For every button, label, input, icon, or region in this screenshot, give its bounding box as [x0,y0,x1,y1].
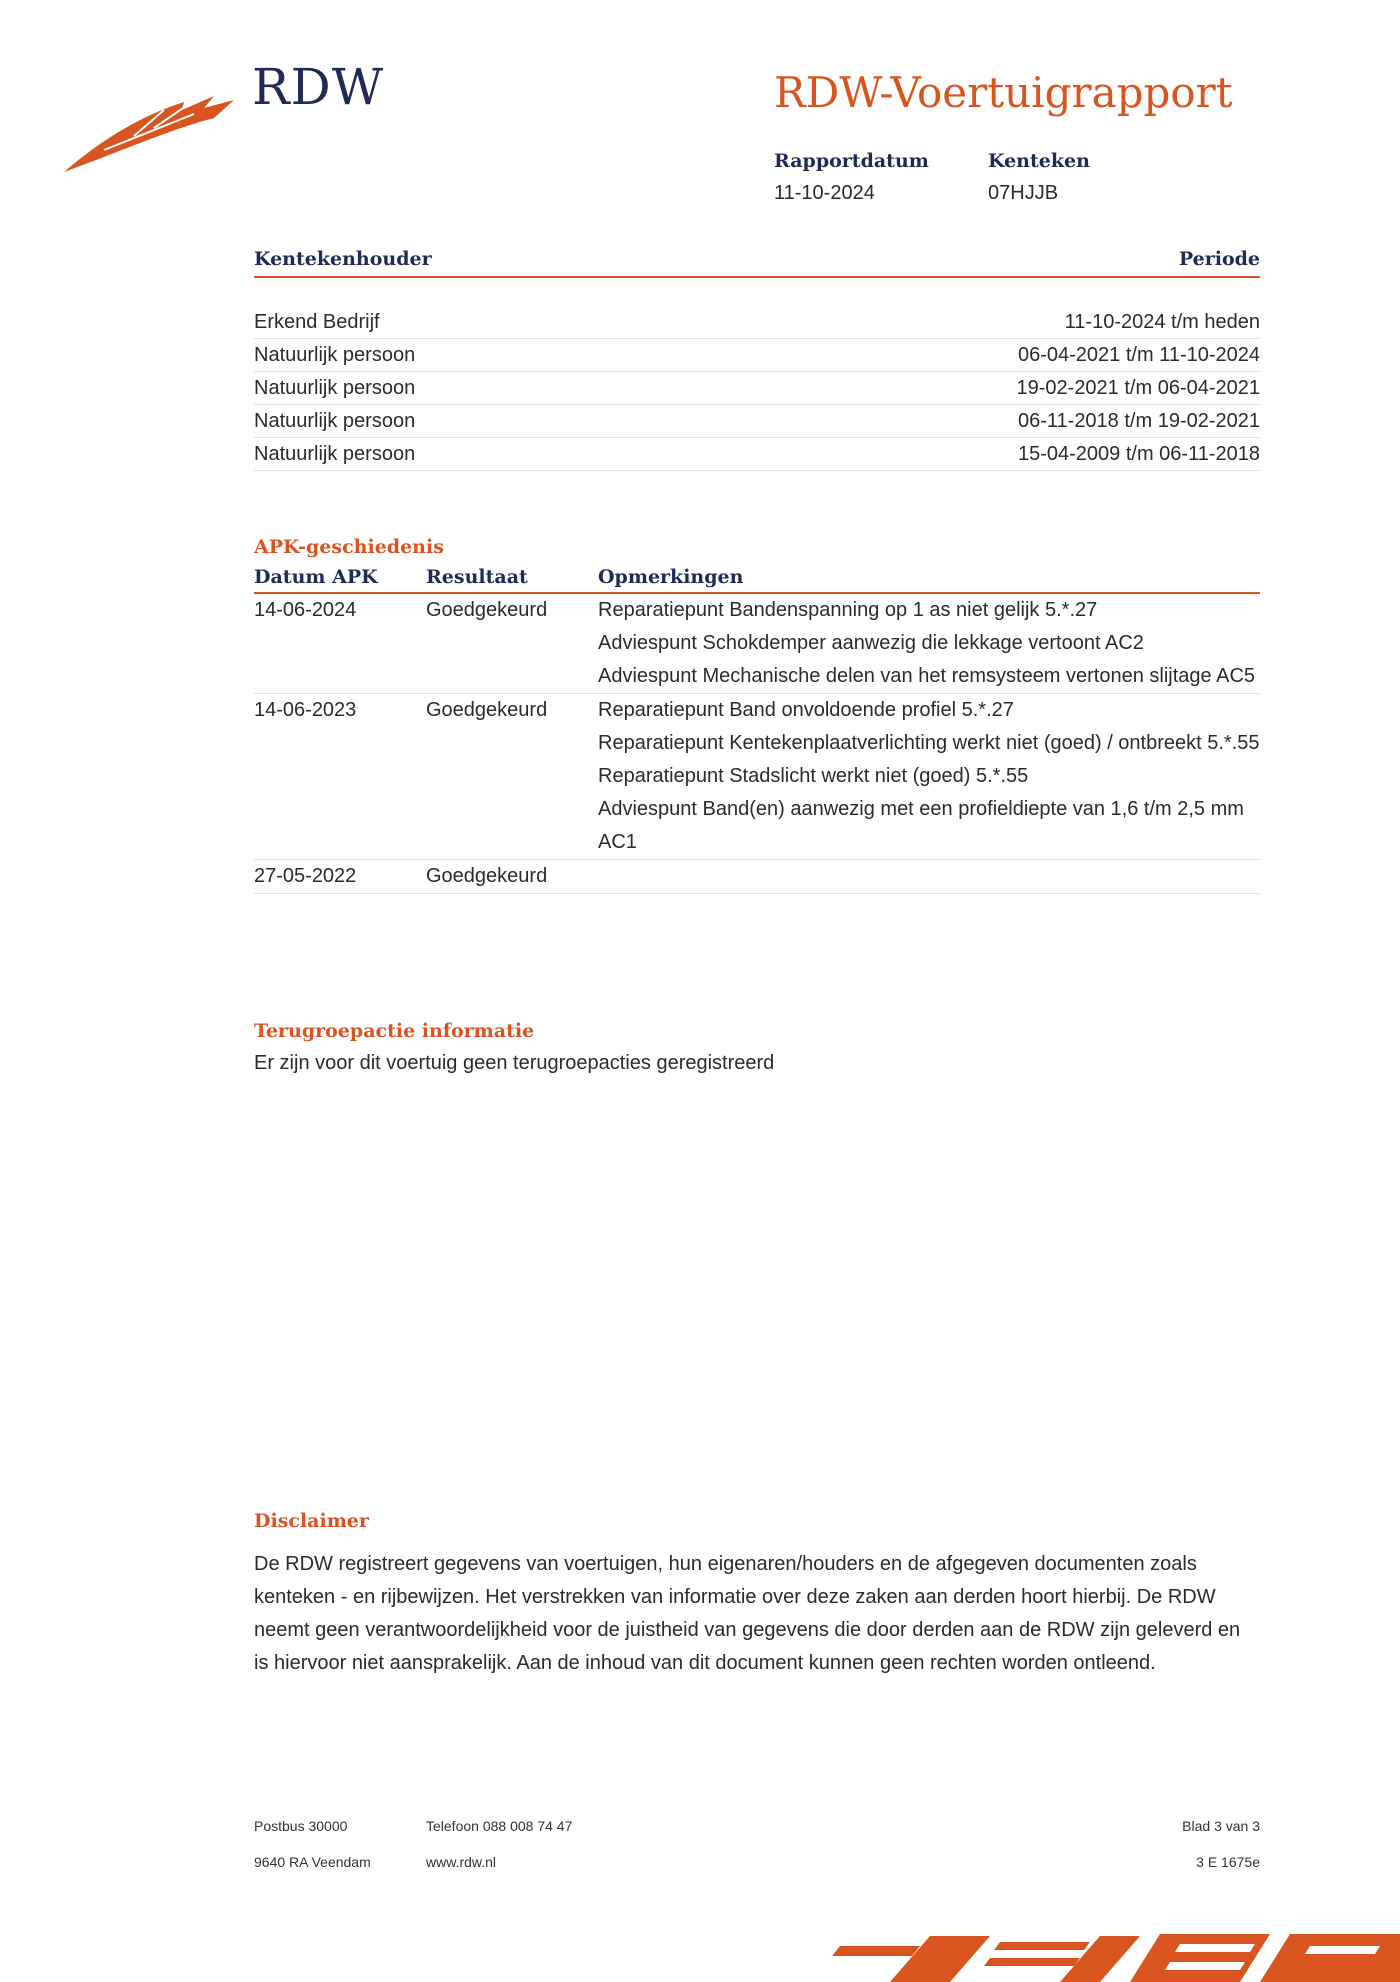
footer-city: 9640 RA Veendam [254,1854,371,1870]
owner-row [254,438,1260,471]
col-period-header: Periode [1178,248,1260,270]
owner-period: 06-11-2018 t/m 19-02-2021 [1017,410,1260,432]
apk-title: APK-geschiedenis [254,536,444,558]
footer-web-link[interactable]: www.rdw.nl [426,1854,497,1870]
logo-wordmark: RDW [252,58,385,116]
owner-row [254,306,1260,339]
apk-remark: Reparatiepunt Bandenspanning op 1 as niet gelijk 5.*.27 [598,599,1098,621]
footer-phone: Telefoon 088 008 74 47 [426,1818,573,1834]
apk-remark: Adviespunt Mechanische delen van het remsysteem vertonen slijtage AC5 [598,665,1256,687]
apk-row [254,694,1260,860]
apk-remark: Adviespunt Schokdemper aanwezig die lekkage vertoont AC2 [598,632,1144,654]
plate-block [988,150,1090,205]
plate-label: Kenteken [988,150,1090,172]
owners-divider [254,276,1260,278]
apk-header [254,566,1260,592]
owners-section [254,248,1260,471]
owner-period: 15-04-2009 t/m 06-11-2018 [1017,443,1260,465]
footer-stripes-graphic [800,1928,1400,1982]
owner-holder: Natuurlijk persoon [254,377,416,399]
apk-result: Goedgekeurd [426,865,548,887]
footer-page-number: Blad 3 van 3 [1182,1818,1260,1834]
footer-doc-code: 3 E 1675e [1196,1854,1260,1870]
apk-remark: Adviespunt Band(en) aanwezig met een profieldiepte van 1,6 t/m 2,5 mm AC1 [598,798,1244,853]
apk-remark: Reparatiepunt Stadslicht werkt niet (goed) 5.*.55 [598,765,1029,787]
owner-period: 19-02-2021 t/m 06-04-2021 [1016,377,1260,399]
col-result-header: Resultaat [426,566,528,588]
col-date-header: Datum APK [254,566,378,588]
apk-result: Goedgekeurd [426,599,548,621]
owner-holder: Natuurlijk persoon [254,410,416,432]
apk-remarks [598,860,1260,893]
col-remarks-header: Opmerkingen [598,566,744,588]
owner-period: 06-04-2021 t/m 11-10-2024 [1017,344,1260,366]
report-date-label: Rapportdatum [774,150,929,172]
report-title: RDW-Voertuigrapport [774,68,1233,117]
apk-date: 27-05-2022 [254,865,357,887]
recall-section [254,1020,1260,1075]
owner-period: 11-10-2024 t/m heden [1064,311,1260,333]
owner-holder: Natuurlijk persoon [254,344,416,366]
apk-row [254,860,1260,894]
rdw-logo-icon [64,88,234,178]
col-holder-header: Kentekenhouder [254,248,432,270]
apk-date: 14-06-2023 [254,699,357,721]
owner-row [254,339,1260,372]
owners-header [254,248,1260,276]
footer-postbus: Postbus 30000 [254,1818,348,1834]
disclaimer-section [254,1510,1260,1680]
apk-remark: Reparatiepunt Kentekenplaatverlichting werkt niet (goed) / ontbreekt 5.*.55 [598,732,1260,754]
apk-date: 14-06-2024 [254,599,357,621]
apk-remarks [598,594,1260,693]
owner-holder: Erkend Bedrijf [254,311,380,333]
disclaimer-title: Disclaimer [254,1510,369,1532]
apk-result: Goedgekeurd [426,699,548,721]
recall-text: Er zijn voor dit voertuig geen terugroepacties geregistreerd [254,1052,775,1074]
report-date-value: 11-10-2024 [774,182,875,204]
apk-section [254,536,1260,894]
owner-holder: Natuurlijk persoon [254,443,416,465]
owner-row [254,405,1260,438]
apk-remark: Reparatiepunt Band onvoldoende profiel 5.*.27 [598,699,1014,721]
report-date-block [774,150,929,205]
owner-row [254,372,1260,405]
apk-row [254,594,1260,694]
recall-title: Terugroepactie informatie [254,1020,535,1042]
disclaimer-text: De RDW registreert gegevens van voertuigen, hun eigenaren/houders en de afgegeven documenten zoals kenteken - en rijbewijzen. Het verstrekken van informatie over deze zaken aan derden hoort hierbij. De RDW neemt geen verantwoordelijkheid voor de juistheid van gegevens die door derden aan de RDW zijn geleverd en is hiervoor niet aansprakelijk. Aan de inhoud van dit document kunnen geen rechten worden ontleend. [254,1553,1241,1674]
apk-remarks [598,694,1260,859]
plate-value: 07HJJB [988,182,1059,204]
